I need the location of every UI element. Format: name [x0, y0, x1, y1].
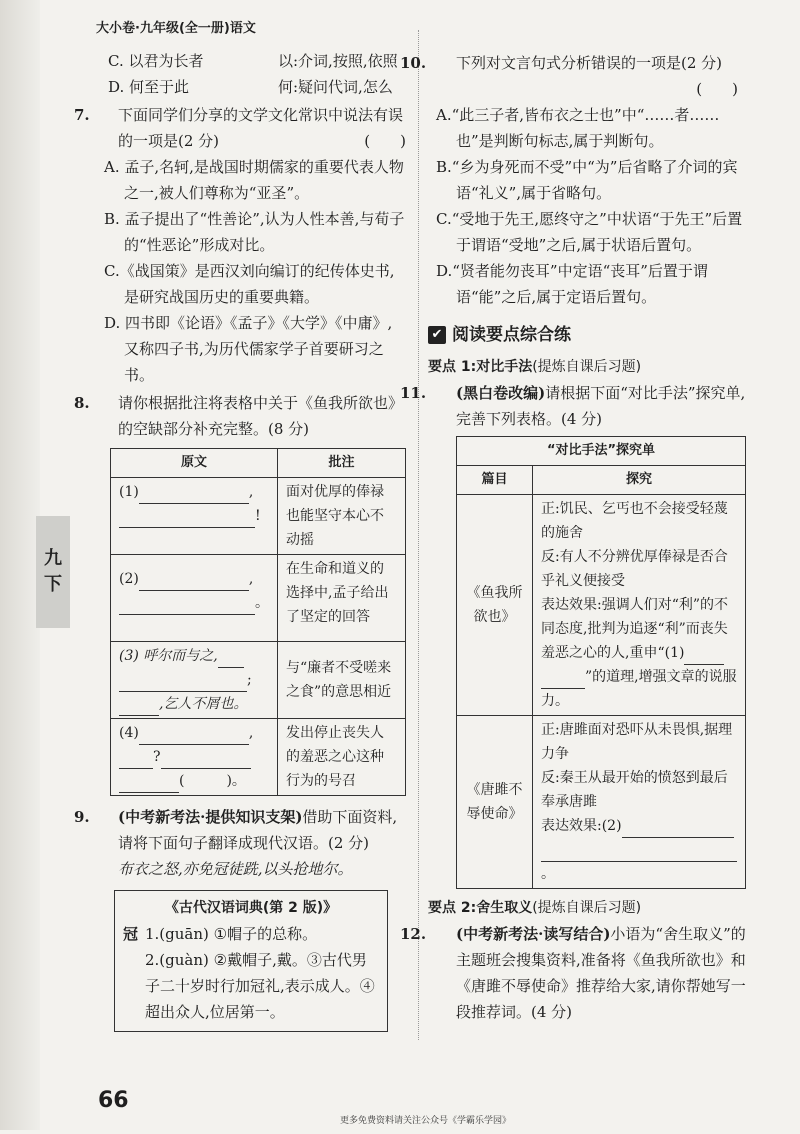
- q11-table: [456, 436, 746, 889]
- answer-blank[interactable]: [622, 821, 734, 838]
- q9-dictionary-box: [114, 890, 388, 1032]
- table-row: (1) , ! 面对优厚的俸禄也能坚守本心不动摇: [111, 478, 406, 555]
- q8-table: [110, 448, 406, 796]
- question-9: [74, 804, 406, 1032]
- q7-answer-paren[interactable]: ( ): [364, 132, 406, 150]
- q11-row1-title: 《鱼我所欲也》: [457, 495, 533, 716]
- question-10: [400, 50, 746, 310]
- q8-stem: 请你根据批注将表格中关于《鱼我所欲也》的空缺部分补充完整。(8 分): [118, 394, 404, 438]
- answer-blank[interactable]: [684, 648, 724, 665]
- answer-blank[interactable]: [139, 574, 249, 591]
- table-cell-note: 发出停止丧失人的羞恶之心这种行为的号召: [278, 719, 406, 796]
- q12-number: 12.: [400, 925, 427, 943]
- table-row: (2) , 。 在生命和道义的选择中,孟子给出了坚定的回答: [111, 555, 406, 642]
- q7-option-c: C.《战国策》是西汉刘向编订的纪传体史书,是研究战国历史的重要典籍。: [104, 262, 395, 306]
- table-cell-note: 在生命和道义的选择中,孟子给出了坚定的回答: [278, 555, 406, 642]
- q9-tag: (中考新考法·提供知识支架): [118, 808, 303, 826]
- dictionary-headword: 冠: [123, 925, 139, 943]
- q11-table-title: “对比手法”探究单: [457, 437, 746, 466]
- page-number: 66: [98, 1088, 129, 1113]
- page-edge: [0, 0, 40, 1130]
- table-row: (4) , ? ( )。 发出停止丧失人的羞恶之心这种行为的号召: [111, 719, 406, 796]
- page-footer: 更多免费资料请关注公众号《学霸乐学园》: [340, 1116, 512, 1126]
- table-row: 《唐雎不辱使命》 正:唐雎面对恐吓从未畏惧,据理力争 反:秦王从最开始的愤怒到最后奉承唐雎 表达效果:(2) 。: [457, 716, 746, 889]
- q7-option-a: A. 孟子,名轲,是战国时期儒家的重要代表人物之一,被人们尊称为“亚圣”。: [104, 158, 404, 202]
- q8-header-original: 原文: [111, 449, 278, 478]
- check-icon: ✔: [428, 326, 446, 344]
- q12-stem: 小语为“舍生取义”的主题班会搜集资料,准备将《鱼我所欲也》和《唐雎不辱使命》推荐给大家,请你帮她写一段推荐词。(4 分): [456, 925, 746, 1021]
- answer-blank[interactable]: [541, 845, 737, 862]
- q10-number: 10.: [400, 54, 427, 72]
- q10-option-d: D.“贤者能勿丧耳”中定语“丧耳”后置于谓语“能”之后,属于定语后置句。: [436, 262, 708, 306]
- answer-blank[interactable]: [119, 699, 159, 716]
- key-point-1: 要点 1:对比手法(提炼自课后习题): [428, 359, 642, 375]
- answer-blank[interactable]: [139, 728, 249, 745]
- answer-blank[interactable]: [119, 776, 179, 793]
- table-cell-note: 面对优厚的俸禄也能坚守本心不动摇: [278, 478, 406, 555]
- q12-tag: (中考新考法·读写结合): [456, 925, 611, 943]
- q11-header-explore: 探究: [533, 466, 746, 495]
- q10-option-b: B.“乡为身死而不受”中“为”后省略了介词的宾语“礼义”,属于省略句。: [436, 158, 738, 202]
- q6-option-d: D. 何至于此 何:疑问代词,怎么: [108, 78, 393, 96]
- side-tab-line2: 下: [44, 574, 62, 595]
- question-7: [74, 102, 406, 388]
- dictionary-sense-1: 1.(guān) ①帽子的总称。: [145, 925, 318, 943]
- grade-side-tab: [36, 516, 70, 628]
- q9-sentence: 布衣之怒,亦免冠徒跣,以头抢地尔。: [118, 860, 353, 878]
- q7-option-b: B. 孟子提出了“性善论”,认为人性本善,与荀子的“性恶论”形成对比。: [104, 210, 405, 254]
- q9-stem: 借助下面资料,请将下面句子翻译成现代汉语。(2 分): [118, 808, 398, 852]
- key-point-2: 要点 2:舍生取义(提炼自课后习题): [428, 900, 642, 916]
- question-12: [400, 921, 746, 1025]
- answer-blank[interactable]: [119, 598, 255, 615]
- answer-blank[interactable]: [139, 487, 249, 504]
- q6-option-c: C. 以君为长者 以:介词,按照,依照: [108, 52, 398, 70]
- section-heading: [428, 322, 746, 348]
- q8-header-note: 批注: [278, 449, 406, 478]
- side-tab-line1: 九: [44, 548, 62, 569]
- question-8: [74, 390, 406, 796]
- q10-answer-paren[interactable]: ( ): [696, 80, 738, 98]
- q11-stem: 请根据下面“对比手法”探究单,完善下列表格。(4 分): [456, 384, 746, 428]
- q10-option-c: C.“受地于先王,愿终守之”中状语“于先王”后置于谓语“受地”之后,属于状语后置句。: [436, 210, 743, 254]
- q10-option-a: A.“此三子者,皆布衣之士也”中“……者……也”是判断句标志,属于判断句。: [436, 106, 720, 150]
- table-cell-note: 与“廉者不受嗟来之食”的意思相近: [278, 642, 406, 719]
- q7-option-d: D. 四书即《论语》《孟子》《大学》《中庸》,又称四子书,为历代儒家学子首要研习之书。: [104, 314, 393, 384]
- dictionary-title: 《古代汉语词典(第 2 版)》: [164, 900, 338, 916]
- q11-number: 11.: [400, 384, 427, 402]
- answer-blank[interactable]: [119, 675, 247, 692]
- q7-stem: 下面同学们分享的文学文化常识中说法有误的一项是(2 分): [118, 106, 404, 150]
- answer-blank[interactable]: [218, 651, 244, 668]
- q7-number: 7.: [74, 106, 90, 124]
- page-header: 大小卷·九年级(全一册)语文: [96, 21, 256, 36]
- answer-blank[interactable]: [119, 511, 255, 528]
- section-title: 阅读要点综合练: [452, 325, 571, 345]
- table-row: (3) 呼尔而与之, ; ,乞人不屑也。 与“廉者不受嗟来之食”的意思相近: [111, 642, 406, 719]
- q11-row2-title: 《唐雎不辱使命》: [457, 716, 533, 889]
- left-column: [74, 48, 406, 1032]
- q8-number: 8.: [74, 394, 90, 412]
- q11-tag: (黑白卷改编): [456, 384, 546, 402]
- answer-blank[interactable]: [161, 752, 251, 769]
- right-column: [400, 50, 746, 1025]
- q11-header-title: 篇目: [457, 466, 533, 495]
- answer-blank[interactable]: [541, 672, 585, 689]
- question-11: [400, 380, 746, 889]
- column-divider: [418, 30, 419, 1040]
- table-row: 《鱼我所欲也》 正:饥民、乞丐也不会接受轻蔑的施舍 反:有人不分辨优厚俸禄是否合乎礼义便接受 表达效果:强调人们对“利”的不同态度,批判为追逐“利”而丧失羞恶之心的人,重申“(1) ”的道理,增强文章的说服力。: [457, 495, 746, 716]
- answer-blank[interactable]: [119, 752, 153, 769]
- q9-number: 9.: [74, 808, 90, 826]
- dictionary-sense-2: 2.(guàn) ②戴帽子,戴。③古代男子二十岁时行加冠礼,表示成人。④超出众人,位居第一。: [145, 951, 375, 1021]
- q10-stem: 下列对文言句式分析错误的一项是(2 分): [456, 54, 723, 72]
